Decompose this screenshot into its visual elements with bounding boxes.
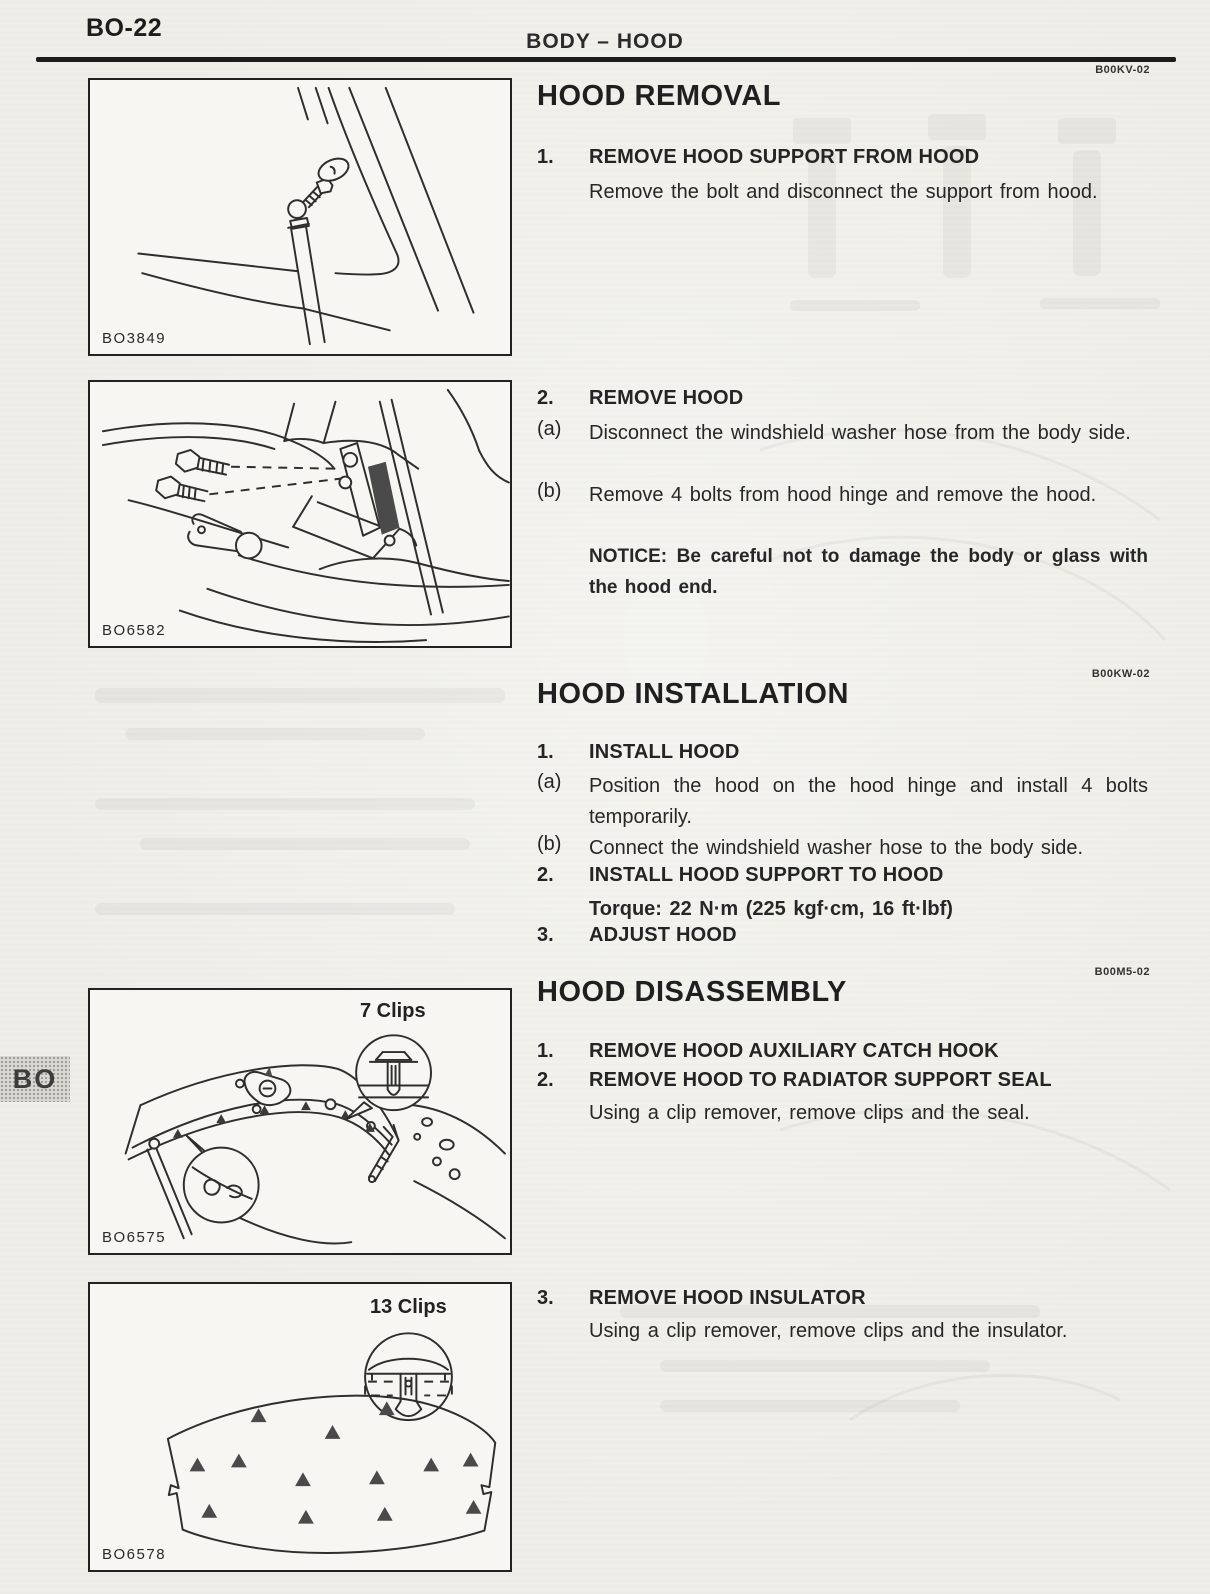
step-number: 1. — [537, 741, 554, 763]
clip-count-callout: 7 Clips — [360, 1000, 426, 1022]
substep-letter: (b) — [537, 480, 562, 502]
section-title-hood-disassembly: HOOD DISASSEMBLY — [537, 976, 847, 1008]
step-number: 2. — [537, 387, 554, 409]
figure-radiator-support-seal — [88, 988, 512, 1255]
page-title: BODY – HOOD — [526, 30, 684, 53]
clip-count-callout: 13 Clips — [370, 1296, 447, 1318]
section-tab-bo: BO — [0, 1056, 70, 1102]
substep-body: Remove 4 bolts from hood hinge and remove the hood. — [589, 484, 1097, 506]
section-code: B00M5-02 — [1094, 966, 1150, 978]
insulator-clips-illustration — [90, 1284, 510, 1570]
figure-label: BO3849 — [102, 330, 167, 347]
step-body: Remove the bolt and disconnect the support from hood. — [589, 181, 1098, 203]
step-number: 3. — [537, 1287, 554, 1309]
seal-clips-illustration — [90, 990, 510, 1253]
torque-spec: Torque: 22 N·m (225 kgf·cm, 16 ft·lbf) — [589, 898, 953, 920]
step-number: 3. — [537, 924, 554, 946]
hood-support-illustration — [90, 80, 510, 354]
step-number: 1. — [537, 1040, 554, 1062]
step-title: REMOVE HOOD AUXILIARY CATCH HOOK — [589, 1040, 999, 1062]
substep-letter: (b) — [537, 833, 562, 855]
step-body: Using a clip remover, remove clips and the seal. — [589, 1102, 1030, 1124]
step-title: INSTALL HOOD — [589, 741, 740, 763]
hood-hinge-illustration — [90, 382, 510, 646]
figure-hood-hinge — [88, 380, 512, 648]
figure-label: BO6582 — [102, 622, 167, 639]
step-title: REMOVE HOOD INSULATOR — [589, 1287, 866, 1309]
substep-body: Disconnect the windshield washer hose from the body side. — [589, 422, 1131, 444]
figure-label: BO6575 — [102, 1229, 167, 1246]
substep-letter: (a) — [537, 418, 562, 440]
section-title-hood-removal: HOOD REMOVAL — [537, 80, 781, 112]
step-body: Using a clip remover, remove clips and the insulator. — [589, 1320, 1068, 1342]
section-title-hood-installation: HOOD INSTALLATION — [537, 678, 849, 710]
step-title: ADJUST HOOD — [589, 924, 737, 946]
section-code: B00KV-02 — [1095, 64, 1150, 76]
notice-text: NOTICE: Be careful not to damage the body or glass with the hood end. — [589, 546, 1148, 598]
step-title: REMOVE HOOD — [589, 387, 744, 409]
substep-body: Connect the windshield washer hose to the body side. — [589, 837, 1084, 859]
section-code: B00KW-02 — [1091, 668, 1150, 680]
figure-hood-support — [88, 78, 512, 356]
step-title: REMOVE HOOD SUPPORT FROM HOOD — [589, 146, 980, 168]
step-title: INSTALL HOOD SUPPORT TO HOOD — [589, 864, 944, 886]
step-title: REMOVE HOOD TO RADIATOR SUPPORT SEAL — [589, 1069, 1052, 1091]
figure-hood-insulator — [88, 1282, 512, 1572]
figure-label: BO6578 — [102, 1546, 167, 1563]
step-number: 2. — [537, 1069, 554, 1091]
step-number: 2. — [537, 864, 554, 886]
step-number: 1. — [537, 146, 554, 168]
page-number: BO-22 — [86, 14, 163, 42]
substep-body: Position the hood on the hood hinge and install 4 bolts temporarily. — [589, 775, 1148, 828]
substep-letter: (a) — [537, 771, 562, 793]
header-rule — [36, 57, 1176, 62]
